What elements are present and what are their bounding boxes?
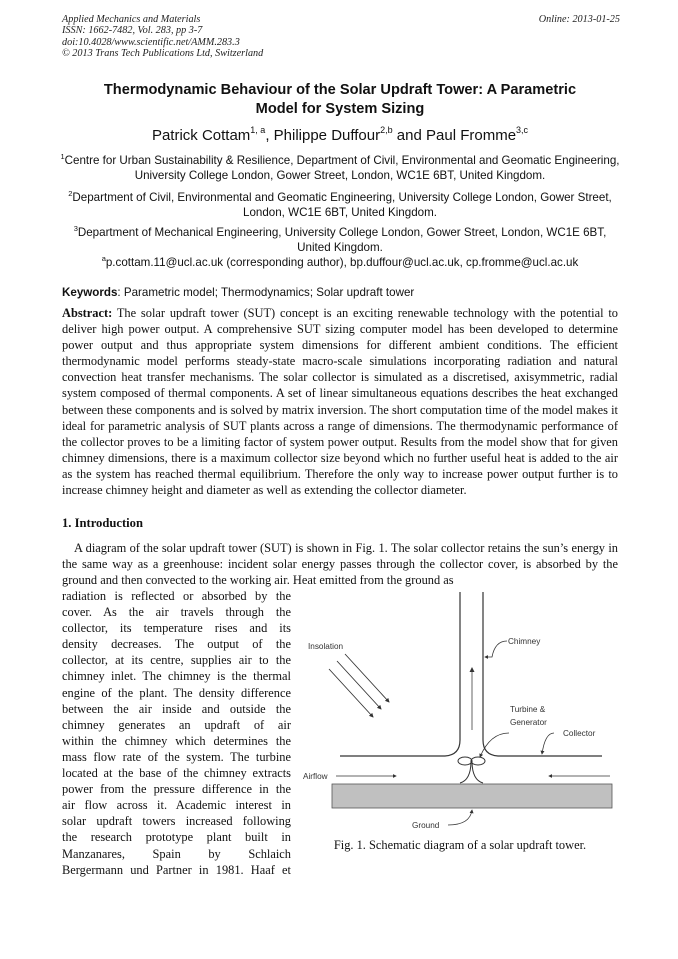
keywords	[62, 286, 414, 299]
author-affiliation-mark: 3,c	[516, 125, 529, 135]
affiliation-mark: 1	[60, 152, 65, 161]
label-turbine-line2: Generator	[510, 718, 547, 727]
abstract-label: Abstract:	[62, 306, 113, 320]
online-date: Online: 2013-01-25	[538, 14, 620, 25]
intro-line: cover. As the air travels through the	[62, 605, 291, 620]
intro-line: collector, its temperature rises and its	[62, 621, 291, 636]
ground-shape	[332, 784, 612, 808]
label-collector: Collector	[563, 729, 596, 738]
keywords-label: Keywords	[62, 286, 118, 299]
intro-line: air flow across it. Academic interest in	[62, 798, 291, 813]
author-name: Philippe Duffour	[273, 127, 381, 144]
label-turbine-line1: Turbine &	[510, 705, 546, 714]
intro-line: radiation is reflected or absorbed by the	[62, 589, 291, 603]
author-separator: ,	[265, 127, 274, 144]
label-ground: Ground	[412, 821, 440, 830]
label-airflow: Airflow	[303, 772, 328, 781]
email-list[interactable]: p.cottam.11@ucl.ac.uk (corresponding author), bp.duffour@ucl.ac.uk, cp.fromme@ucl.ac.uk	[105, 255, 579, 269]
intro-line: between the air inside and outside the	[62, 701, 291, 716]
intro-paragraph-full	[62, 540, 618, 588]
intro-text: A diagram of the solar updraft tower (SUT) is shown in Fig. 1. The solar collector retains the sun’s energy in the same way as a greenhouse: incident solar energy passes through the collector cover, is absorbed by the ground and then convected to the working air. Heat emitted from the ground as	[62, 541, 618, 588]
ground-leader-icon	[448, 810, 472, 825]
label-chimney: Chimney	[508, 637, 541, 646]
intro-line: chimney generates an updraft of air	[62, 717, 291, 732]
intro-line: the research prototype plant built in	[62, 830, 291, 845]
figure-caption: Fig. 1. Schematic diagram of a solar updraft tower.	[333, 838, 587, 852]
turbine-leader-icon	[480, 733, 509, 757]
intro-line: power from the pressure difference in the	[62, 782, 291, 797]
affiliation-1	[60, 149, 620, 184]
author-emails	[60, 251, 620, 270]
journal-name: Applied Mechanics and Materials	[62, 14, 201, 25]
author-separator: and	[392, 127, 427, 144]
author-affiliation-mark: 2,b	[380, 125, 393, 135]
section-heading-introduction: 1. Introduction	[62, 516, 143, 530]
affiliation-mark: 3	[73, 224, 78, 233]
intro-line: solar updraft towers increased following	[62, 814, 291, 829]
author-list	[62, 122, 618, 145]
keywords-text: : Parametric model; Thermodynamics; Solar updraft tower	[117, 286, 415, 299]
journal-copyright: © 2013 Trans Tech Publications Ltd, Switzerland	[62, 48, 264, 60]
insolation-arrows-icon	[329, 654, 389, 717]
paper-title	[62, 81, 618, 118]
intro-line: density decreases. The output of the	[62, 637, 291, 652]
abstract-text: The solar updraft tower (SUT) concept is an exciting renewable technology with the potential to deliver high power output. A comprehensive SUT sizing computer model has been developed to determine power output and thus appropriate system dimensions for different ambient conditions. The efficient thermodynamic model performs steady-state macro-scale simulations incorporating radiation and natural convection heat transfer mechanisms. The solar collector is simulated as a discretised, axisymmetric, radial system composed of thermal components. A set of linear simultaneous equations describes the heat exchanged between these components and is solved by matrix inversion. The short computation time of the model makes it ideal for parametric analysis of SUT plants across a range of dimensions. The thermodynamic performance of the collector proves to be a limiting factor of system power output. Results from the model show that for given chimney dimensions, there is a maximum collector size beyond which no further useful heat is added to the air as the system has reached thermal equilibrium. Therefore the only way to increase power output further is to increase chimney height and diameter as well as extending the collector diameter.	[62, 306, 618, 498]
author-affiliation-mark: 1, a	[250, 125, 266, 135]
figure-solar-updraft-tower	[300, 585, 620, 835]
journal-doi[interactable]: doi:10.4028/www.scientific.net/AMM.283.3	[62, 36, 240, 48]
intro-line: within the chimney which determines the	[62, 733, 291, 748]
collector-leader-icon	[542, 733, 554, 754]
author-name: Patrick Cottam	[151, 127, 251, 144]
affiliation-mark: 2	[68, 189, 73, 198]
intro-paragraph-column	[62, 588, 291, 878]
journal-header	[62, 14, 263, 60]
chimney-leader-icon	[485, 641, 507, 657]
intro-line: collector, at its centre, supplies air to the	[62, 653, 291, 668]
paper-title-line-1: Thermodynamic Behaviour of the Solar Updraft Tower: A Parametric	[103, 82, 577, 98]
author-name: Paul Fromme	[426, 127, 517, 144]
affiliation-text: Department of Civil, Environmental and Geomatic Engineering, University College London, Gower Street, London, WC1E 6BT, United Kingdom.	[72, 190, 612, 220]
intro-line: chimney inlet. The chimney is the thermal	[62, 669, 291, 684]
intro-line: Manzanares, Spain by Schlaich	[62, 846, 291, 861]
affiliation-text: Department of Mechanical Engineering, University College London, Gower Street, London, WC1E 6BT, United Kingdom.	[77, 225, 607, 255]
abstract	[62, 305, 618, 498]
turbine-icon	[458, 757, 485, 783]
intro-line: engine of the plant. The density difference	[62, 685, 291, 700]
email-mark: a	[101, 254, 106, 263]
label-insolation: Insolation	[308, 642, 344, 651]
journal-issn: ISSN: 1662-7482, Vol. 283, pp 3-7	[62, 25, 203, 37]
affiliation-2	[60, 186, 620, 221]
intro-line: located at the base of the chimney extracts	[62, 766, 291, 781]
intro-line: Bergermann und Partner in 1981. Haaf et	[62, 862, 291, 877]
intro-line: mass flow rate of the system. The turbine	[62, 749, 291, 764]
paper-title-line-2: Model for System Sizing	[255, 100, 425, 117]
affiliation-text: Centre for Urban Sustainability & Resilience, Department of Civil, Environmental and Geomatic Engineering, University College London, Gower Street, London, WC1E 6BT, United Kingdom.	[64, 153, 620, 183]
